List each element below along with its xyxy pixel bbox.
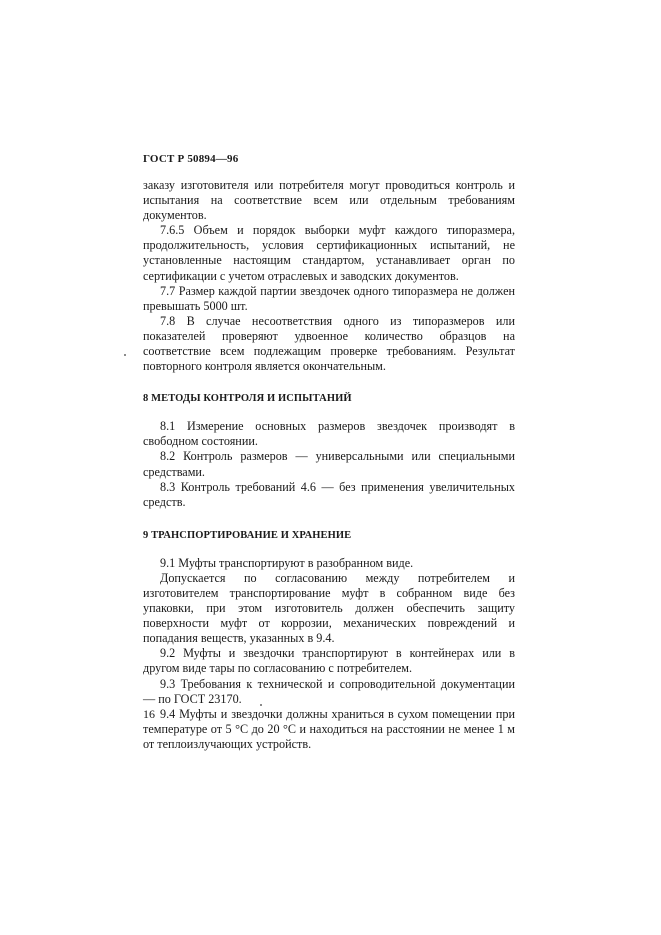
paragraph-8-2: 8.2 Контроль размеров — универсальными или специальными средствами. (143, 449, 515, 479)
scan-speck (260, 704, 262, 706)
section-8-heading: 8 МЕТОДЫ КОНТРОЛЯ И ИСПЫТАНИЙ (143, 393, 352, 405)
section-9-heading: 9 ТРАНСПОРТИРОВАНИЕ И ХРАНЕНИЕ (143, 529, 352, 541)
paragraph-9-1: 9.1 Муфты транспортируют в разобранном виде. (160, 555, 414, 570)
paragraph-7-6-5: 7.6.5 Объем и порядок выборки муфт каждого типоразмера, продолжительность, условия сертификационных испытаний, не установленные настоящим стандартом, устанавливает орган по сертификации с учетом отраслевых и заводских документов. (143, 223, 515, 283)
document-page (143, 152, 515, 752)
paragraph-7-7: 7.7 Размер каждой партии звездочек одного типоразмера не должен превышать 5000 шт. (143, 283, 515, 313)
paragraph-9-3: 9.3 Требования к технической и сопроводительной документации — по ГОСТ 23170. (143, 676, 515, 706)
paragraph-continuation: заказу изготовителя или потребителя могут проводиться контроль и испытания на соответствие всем или отдельным требованиям документов. (143, 178, 515, 223)
paragraph-9-2: 9.2 Муфты и звездочки транспортируют в контейнерах или в другом виде тары по согласованию с потребителем. (143, 646, 515, 676)
paragraph-7-8: 7.8 В случае несоответствия одного из типоразмеров или показателей проверяют удвоенное количество образцов на соответствие всем подлежащим проверке требованиям. Результат повторного контроля является окончательным. (143, 313, 515, 374)
document-id-header: ГОСТ Р 50894—96 (143, 153, 239, 165)
paragraph-8-1: 8.1 Измерение основных размеров звездочек производят в свободном состоянии. (143, 419, 515, 449)
paragraph-9-1-note: Допускается по согласованию между потребителем и изготовителем транспортирование муфт в собранном виде без упаковки, при этом изготовитель должен обеспечить защиту поверхности муфт от коррозии, механических повреждений и попадания веществ, указанных в 9.4. (143, 570, 515, 646)
page-number: 16 (143, 707, 155, 721)
scan-speck (124, 354, 126, 356)
paragraph-8-3: 8.3 Контроль требований 4.6 — без применения увеличительных средств. (143, 479, 515, 509)
paragraph-9-4: 9.4 Муфты и звездочки должны храниться в сухом помещении при температуре от 5 °С до 20 °С и находиться на расстоянии не менее 1 м от теплоизлучающих устройств. (143, 706, 515, 751)
